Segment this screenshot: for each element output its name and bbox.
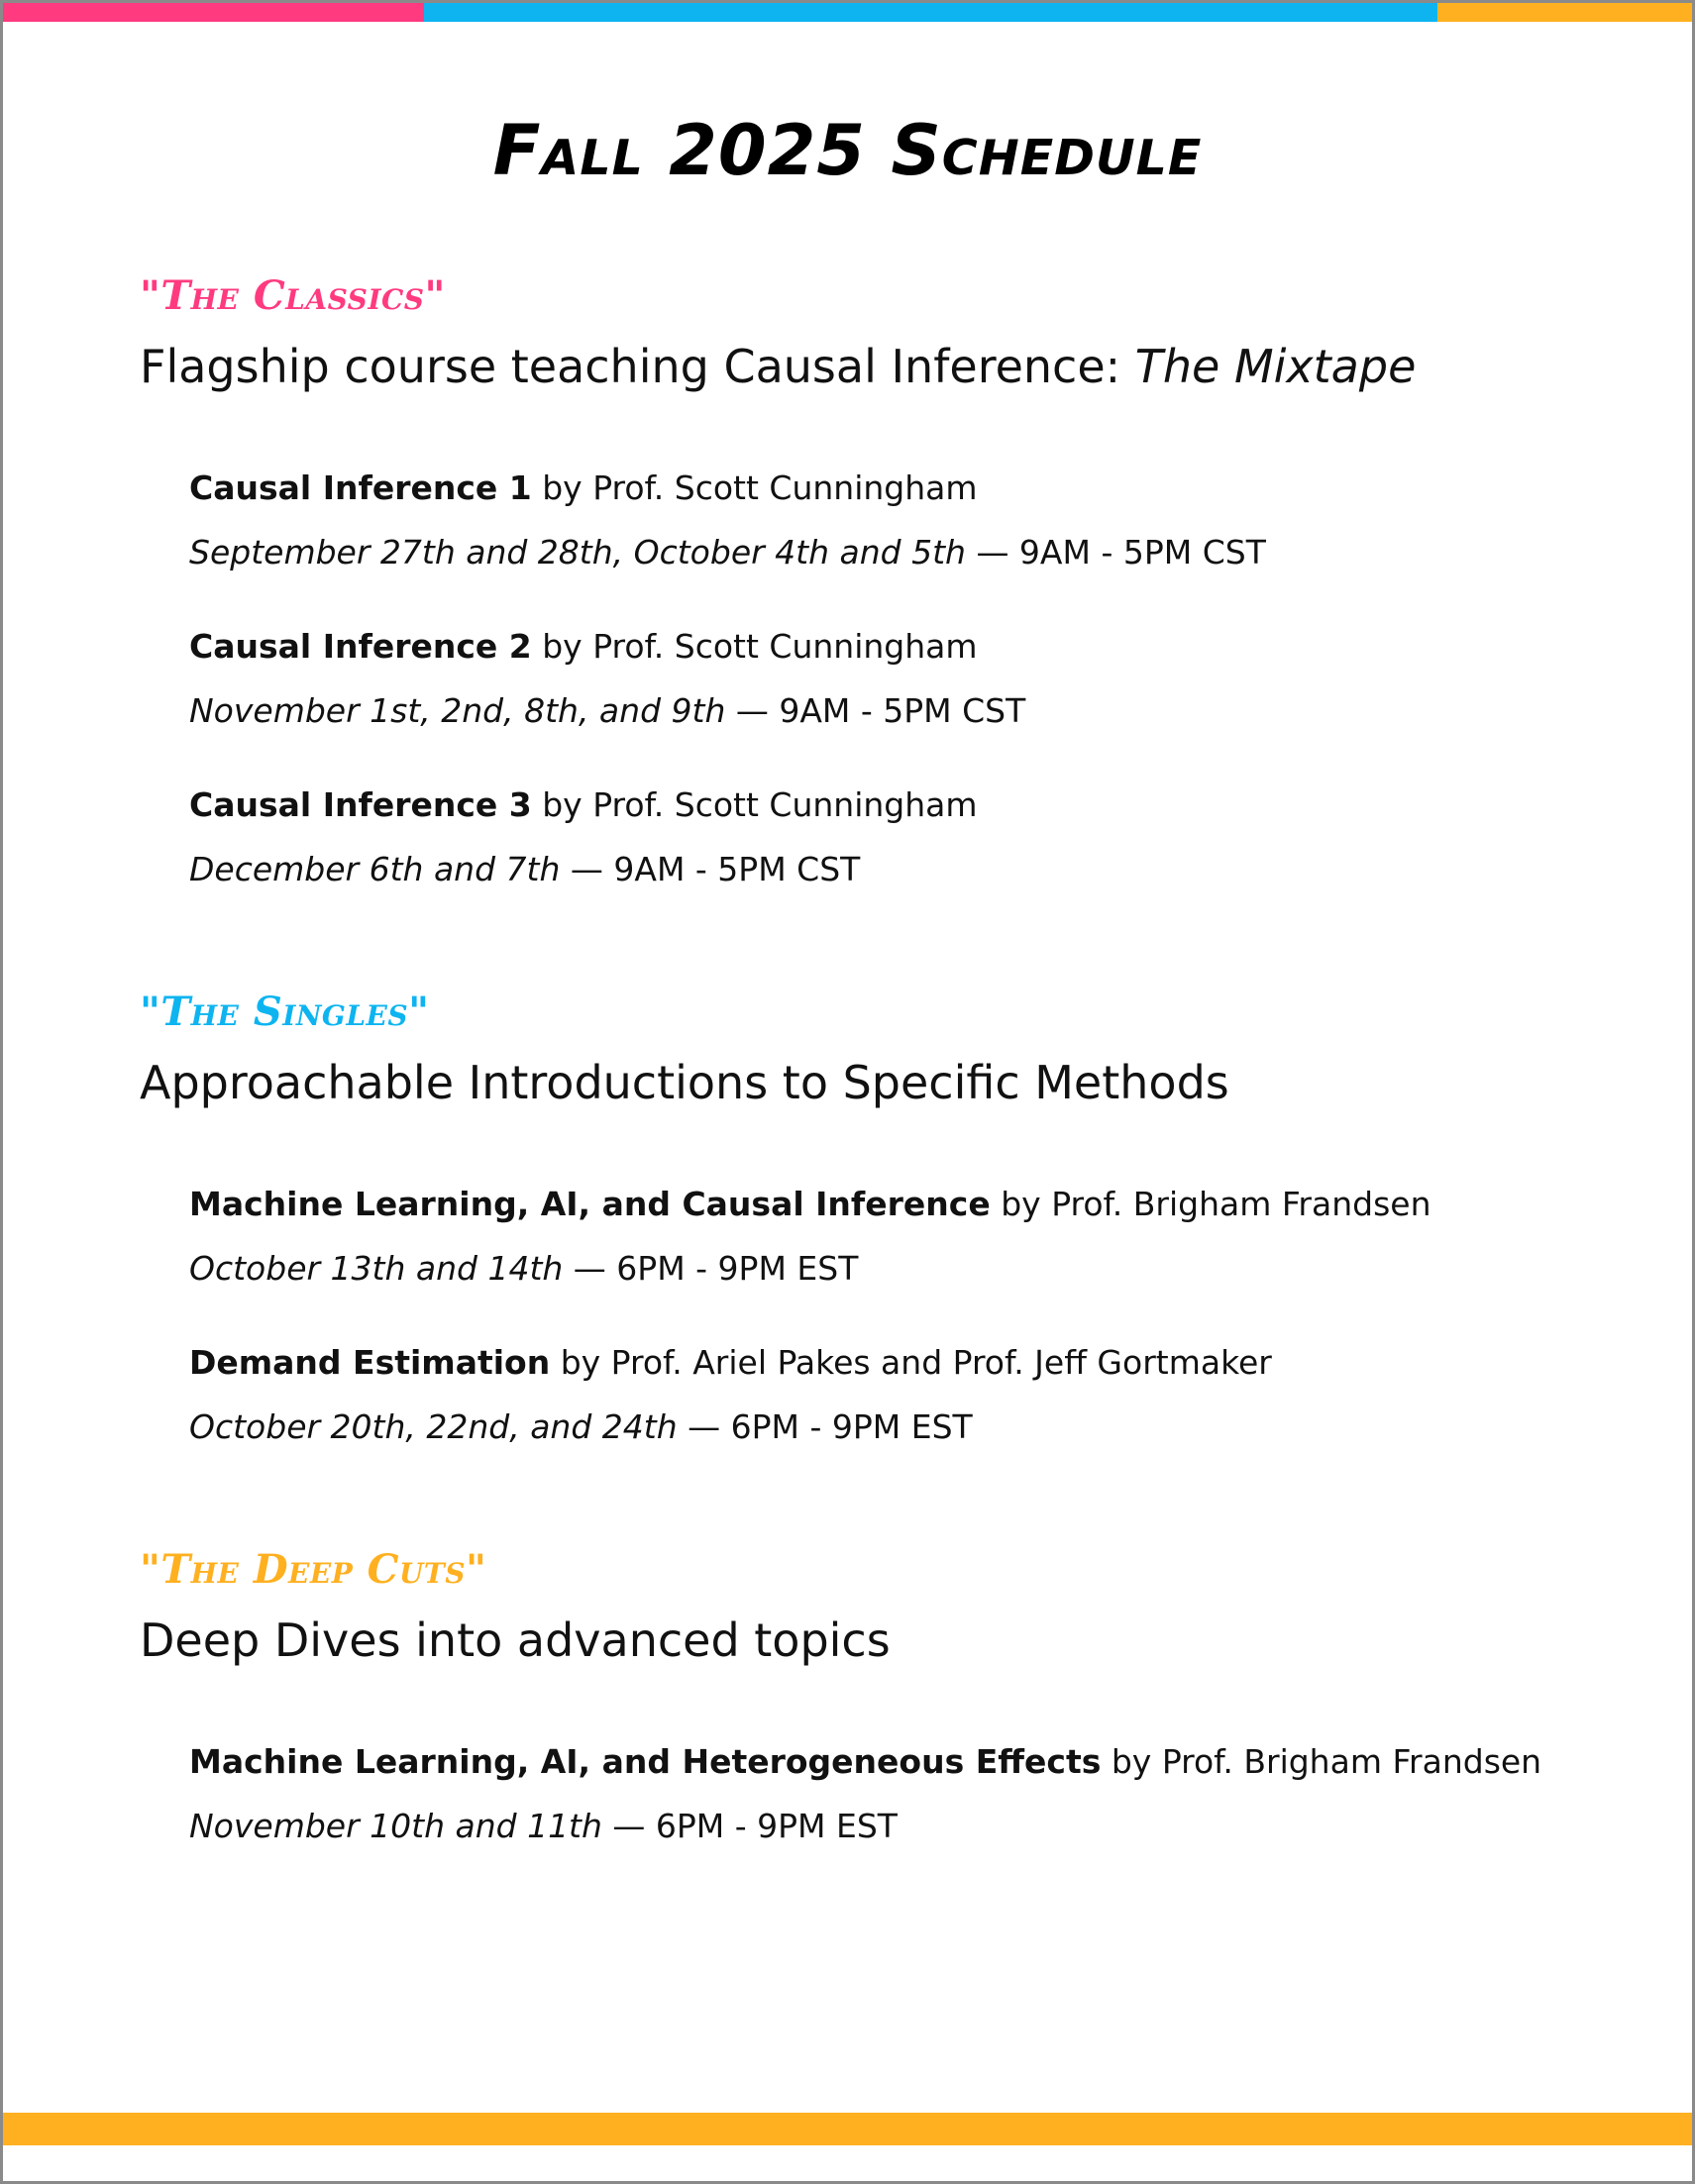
course-dates: September 27th and 28th, October 4th and 5th	[189, 533, 966, 572]
course-dates: December 6th and 7th	[189, 850, 561, 888]
course-ml-ai-causal-inference	[189, 1185, 1431, 1288]
section-subtitle-classics	[140, 340, 1416, 393]
course-ml-ai-heterogeneous-effects	[189, 1742, 1541, 1845]
course-name: Demand Estimation	[189, 1343, 551, 1382]
section-subtitle-deep-cuts: Deep Dives into advanced topics	[140, 1613, 891, 1667]
course-instructor: by Prof. Scott Cunningham	[531, 468, 978, 507]
course-instructor: by Prof. Brigham Frandsen	[990, 1185, 1431, 1223]
course-time: — 9AM - 5PM CST	[560, 850, 861, 888]
course-time: — 6PM - 9PM EST	[601, 1807, 898, 1845]
course-name: Causal Inference 1	[189, 468, 532, 507]
course-name: Causal Inference 2	[189, 627, 532, 666]
section-subtitle-singles: Approachable Introductions to Specific Methods	[140, 1056, 1229, 1109]
course-causal-inference-2	[189, 627, 1025, 730]
course-instructor: by Prof. Scott Cunningham	[531, 627, 978, 666]
course-causal-inference-1	[189, 468, 1266, 572]
top-color-bar	[3, 3, 1692, 22]
course-name: Machine Learning, AI, and Heterogeneous Effects	[189, 1742, 1102, 1781]
top-bar-blue-segment	[424, 3, 1437, 22]
course-name: Machine Learning, AI, and Causal Inference	[189, 1185, 991, 1223]
course-instructor: by Prof. Brigham Frandsen	[1101, 1742, 1542, 1781]
course-name: Causal Inference 3	[189, 785, 532, 824]
course-instructor: by Prof. Scott Cunningham	[531, 785, 978, 824]
course-time: — 9AM - 5PM CST	[965, 533, 1266, 572]
top-bar-pink-segment	[3, 3, 424, 22]
course-dates: November 10th and 11th	[189, 1807, 602, 1845]
course-dates: October 13th and 14th	[189, 1249, 564, 1288]
section-tag-singles: "The Singles"	[140, 988, 430, 1035]
section-subtitle-text: Flagship course teaching Causal Inference:	[140, 340, 1135, 393]
course-time: — 9AM - 5PM CST	[725, 691, 1026, 730]
section-tag-deep-cuts: "The Deep Cuts"	[140, 1546, 487, 1593]
course-time: — 6PM - 9PM EST	[563, 1249, 859, 1288]
bottom-color-bar	[3, 2113, 1692, 2145]
section-subtitle-emphasis: The Mixtape	[1134, 340, 1417, 393]
course-instructor: by Prof. Ariel Pakes and Prof. Jeff Gortmaker	[550, 1343, 1272, 1382]
course-dates: October 20th, 22nd, and 24th	[189, 1407, 678, 1446]
course-time: — 6PM - 9PM EST	[677, 1407, 973, 1446]
course-dates: November 1st, 2nd, 8th, and 9th	[189, 691, 726, 730]
course-causal-inference-3	[189, 785, 978, 888]
section-tag-classics: "The Classics"	[140, 272, 446, 319]
course-demand-estimation	[189, 1343, 1272, 1446]
top-bar-orange-segment	[1437, 3, 1692, 22]
page-title: Fall 2025 Schedule	[492, 110, 1203, 191]
